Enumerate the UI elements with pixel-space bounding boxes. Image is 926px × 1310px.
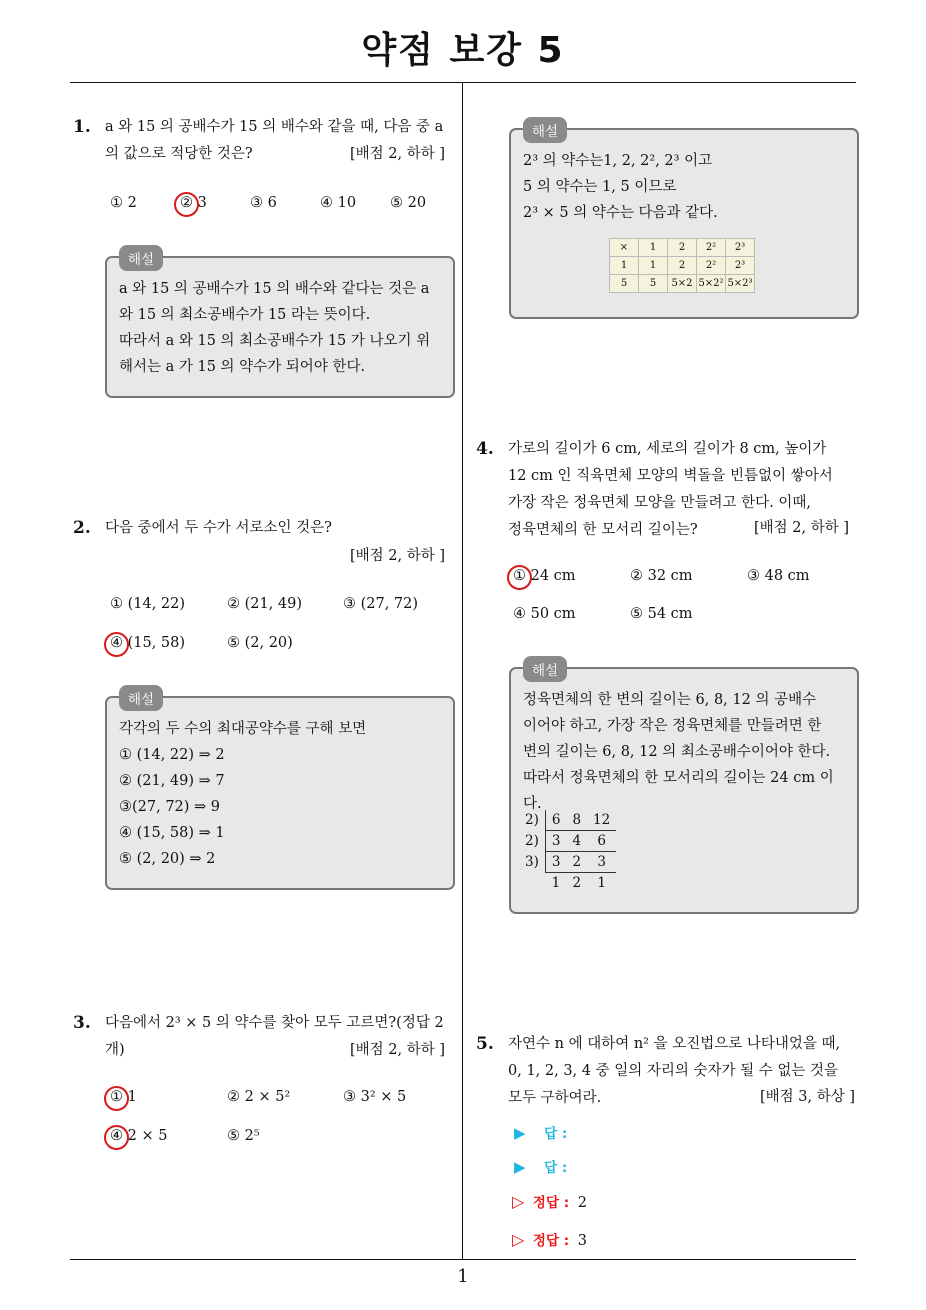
solution-box [509,124,859,319]
solution-body [523,148,718,226]
solution-label: 해설 [119,245,163,271]
table-row [610,239,755,257]
solution-line: 각각의 두 수의 최대공약수를 구해 보면 [119,721,367,737]
question-line: 자연수 n 에 대하여 n² 을 오진법으로 나타내었을 때, [508,1036,841,1052]
table-cell: 2² [697,257,726,275]
option-1[interactable]: ① (14, 22) [110,596,186,612]
solution-body [119,276,430,380]
answer-circle-mark [507,565,532,590]
solution-line: 2³ × 5 의 약수는 다음과 같다. [523,205,718,221]
solution-line: 변의 길이는 6, 8, 12 의 최소공배수이어야 한다. [523,744,831,760]
table-row [519,810,616,831]
table-cell: 5×2³ [726,275,755,293]
option-5[interactable]: ⑤ 54 cm [630,606,693,622]
table-cell: 3 [545,852,566,873]
answer-circle-mark [104,1125,129,1150]
correct-answer-row [512,1229,587,1249]
table-cell: 4 [566,831,587,852]
solution-label: 해설 [523,656,567,682]
solution-line: 와 15 의 최소공배수가 15 라는 뜻이다. [119,307,371,323]
score-meta: [배점 2, 하하 ] [350,548,446,564]
table-cell: × [610,239,639,257]
correct-label: 정답 : [532,1195,570,1211]
question-line: 12 cm 인 직육면체 모양의 벽돌을 빈틈없이 쌓아서 [508,468,833,484]
solution-line: 이어야 하고, 가장 작은 정육면체를 만들려면 한 [523,718,822,734]
solution-line: ① (14, 22) ⇒ 2 [119,747,225,763]
question-line: 모두 구하여라. [508,1090,602,1106]
table-cell: 2² [697,239,726,257]
table-cell: 2³ [726,239,755,257]
solution-line: ③(27, 72) ⇒ 9 [119,799,221,815]
answer-label: 답 : [544,1126,568,1142]
table-cell: 2 [566,873,587,894]
table-cell: 1 [639,239,668,257]
option-2[interactable]: ② 3 [180,195,207,211]
solution-line: 2³ 의 약수는1, 2, 2², 2³ 이고 [523,153,713,169]
option-4[interactable]: ④ 10 [320,195,357,211]
correct-value: 3 [577,1233,587,1249]
solution-label: 해설 [119,685,163,711]
answer-row [514,1122,567,1142]
divisor-table [609,238,755,293]
table-cell: 3 [545,831,566,852]
outline-triangle-icon: ▷ [512,1192,525,1211]
play-triangle-icon: ▶ [514,1158,526,1176]
lcm-division [519,810,616,893]
question-line: 의 값으로 적당한 것은? [105,146,253,162]
table-row [519,873,616,894]
option-5[interactable]: ⑤ 2⁵ [227,1128,260,1144]
solution-box [105,692,455,890]
option-1[interactable]: ① 2 [110,195,137,211]
option-5[interactable]: ⑤ (2, 20) [227,635,293,651]
score-meta: [배점 2, 하하 ] [754,520,850,536]
page-number: 1 [457,1266,469,1287]
correct-answer-row [512,1191,587,1211]
table-cell: 5 [639,275,668,293]
table-cell: 3 [587,852,616,873]
table-cell: 5×2 [668,275,697,293]
option-4[interactable]: ④ (15, 58) [110,635,186,651]
solution-line: 해서는 a 가 15 의 약수가 되어야 한다. [119,359,366,375]
solution-line: ④ (15, 58) ⇒ 1 [119,825,225,841]
option-1[interactable]: ① 1 [110,1089,137,1105]
table-cell: 5 [610,275,639,293]
answer-circle-mark [104,632,129,657]
question-number: 5. [476,1034,494,1054]
table-row [519,831,616,852]
correct-value: 2 [577,1195,587,1211]
solution-body [119,716,366,872]
footer-rule [70,1259,856,1260]
option-2[interactable]: ② 2 × 5² [227,1089,291,1105]
table-cell: 2 [668,257,697,275]
option-3[interactable]: ③ 6 [250,195,277,211]
option-2[interactable]: ② 32 cm [630,568,693,584]
answer-circle-mark [174,192,199,217]
score-meta: [배점 3, 하상 ] [760,1089,856,1105]
table-cell: 1 [610,257,639,275]
question-line: 정육면체의 한 모서리 길이는? [508,522,698,538]
table-row [610,275,755,293]
option-3[interactable]: ③ (27, 72) [343,596,419,612]
answer-circle-mark [104,1086,129,1111]
answer-row [514,1156,567,1176]
question-line: 다음에서 2³ × 5 의 약수를 찾아 모두 고르면?(정답 2 [105,1015,444,1031]
table-cell: 3) [519,852,545,873]
option-4[interactable]: ④ 2 × 5 [110,1128,168,1144]
solution-box [509,663,859,914]
outline-triangle-icon: ▷ [512,1230,525,1249]
option-3[interactable]: ③ 48 cm [747,568,810,584]
solution-line: 따라서 a 와 15 의 최소공배수가 15 가 나오기 위 [119,333,431,349]
solution-line: 다. [523,796,542,812]
table-cell: 2³ [726,257,755,275]
solution-box [105,252,455,398]
solution-line: ⑤ (2, 20) ⇒ 2 [119,851,216,867]
table-cell: 6 [551,812,561,828]
option-1[interactable]: ① 24 cm [513,568,576,584]
solution-line: 정육면체의 한 변의 길이는 6, 8, 12 의 공배수 [523,692,817,708]
question-number: 4. [476,439,494,459]
question-line: 가로의 길이가 6 cm, 세로의 길이가 8 cm, 높이가 [508,441,827,457]
option-4[interactable]: ④ 50 cm [513,606,576,622]
score-meta: [배점 2, 하하 ] [350,1042,446,1058]
table-cell: 5×2² [697,275,726,293]
solution-line: 따라서 정육면체의 한 모서리의 길이는 24 cm 이 [523,770,834,786]
page-title: 약점 보강 5 [361,30,565,71]
solution-label: 해설 [523,117,567,143]
question-number: 3. [73,1013,91,1033]
table-cell: 2) [519,831,545,852]
score-meta: [배점 2, 하하 ] [350,146,446,162]
table-cell: 1 [587,873,616,894]
table-cell: 6 [587,831,616,852]
table-cell: 1 [639,257,668,275]
question-number: 1. [73,117,91,137]
solution-line: a 와 15 의 공배수가 15 의 배수와 같다는 것은 a [119,281,430,297]
title-rule [70,82,856,83]
option-2[interactable]: ② (21, 49) [227,596,303,612]
table-cell: 12 [593,812,611,828]
question-line: 개) [105,1042,125,1058]
option-3[interactable]: ③ 3² × 5 [343,1089,407,1105]
table-row [610,257,755,275]
option-5[interactable]: ⑤ 20 [390,195,427,211]
question-line: 0, 1, 2, 3, 4 중 일의 자리의 숫자가 될 수 없는 것을 [508,1063,838,1079]
column-divider [462,82,463,1260]
solution-line: 5 의 약수는 1, 5 이므로 [523,179,677,195]
table-cell: 8 [572,812,582,828]
question-number: 2. [73,518,91,538]
table-row [519,852,616,873]
table-cell: 1 [545,873,566,894]
table-cell [519,873,545,894]
table-cell: 2 [668,239,697,257]
correct-label: 정답 : [532,1233,570,1249]
table-cell: 2 [566,852,587,873]
answer-label: 답 : [544,1160,568,1176]
solution-body [523,687,834,817]
play-triangle-icon: ▶ [514,1124,526,1142]
solution-line: ② (21, 49) ⇒ 7 [119,773,225,789]
question-line: 가장 작은 정육면체 모양을 만들려고 한다. 이때, [508,495,812,511]
question-line: a 와 15 의 공배수가 15 의 배수와 같을 때, 다음 중 a [105,119,444,135]
question-2-text: 다음 중에서 두 수가 서로소인 것은? [105,520,332,536]
table-cell: 2) [519,810,545,831]
